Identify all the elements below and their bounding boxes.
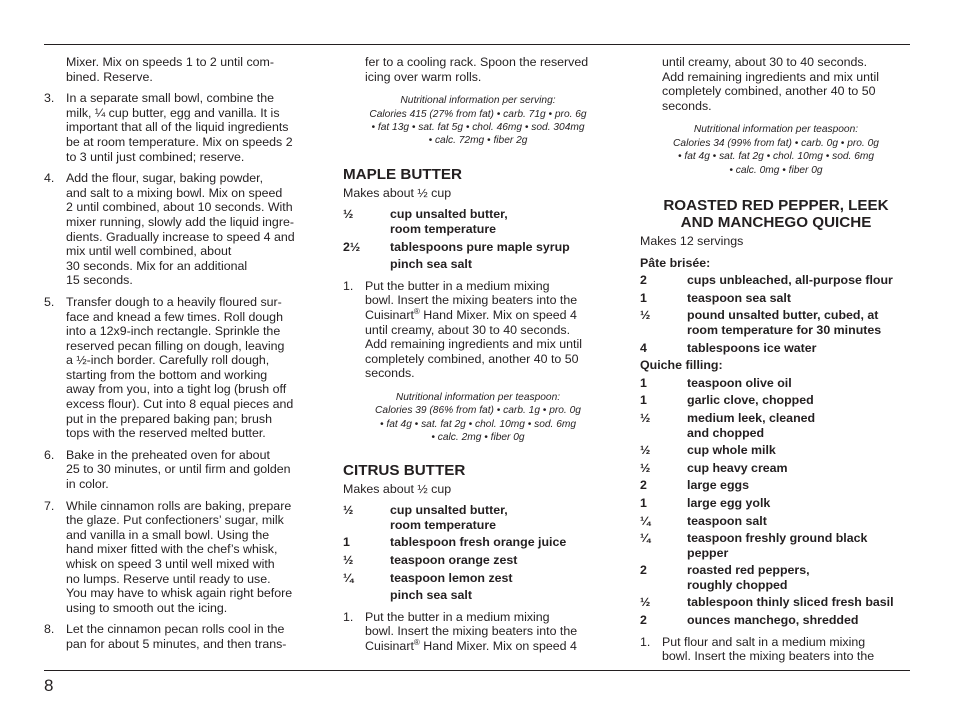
section-heading: Quiche filling: <box>640 358 723 373</box>
step-item <box>44 295 314 441</box>
step-number: 1. <box>343 278 354 293</box>
step-text-cont: Hand Mixer. Mix on speed 4 <box>419 638 577 653</box>
step-item <box>44 448 314 492</box>
step-item <box>44 171 314 288</box>
step-text: Add the flour, sugar, baking powder, and salt to a mixing bowl. Mix on speed 2 until combined, about 10 seconds. With mixer running, slowly add the liquid ingre- dients. Gradually increase to speed 4 and mix until well combined, about 30 seconds. Mix for an additional 15 seconds. <box>66 171 295 288</box>
ingredient-row <box>640 341 912 356</box>
nutrition-info: Nutritional information per teaspoon: Calories 34 (99% from fat) • carb. 0g • pro. 0g • fat 4g • sat. fat 2g • chol. 10mg • sod. 6mg • calc. 0mg • fiber 0g <box>673 124 879 176</box>
ingredient-desc: cup whole milk <box>687 443 776 458</box>
step-number: 4. <box>44 171 55 186</box>
ingredient-desc: teaspoon salt <box>687 513 767 528</box>
ingredient-qty: ½ <box>640 595 651 610</box>
ingredient-row <box>343 535 613 550</box>
step-text: In a separate small bowl, combine the milk, ¼ cup butter, egg and vanilla. It is important that all of the liquid ingredients be at room temperature. Mix on speeds 2 to 3 until just combined; reserve. <box>66 91 293 164</box>
ingredient-desc: cup unsalted butter, room temperature <box>390 207 508 236</box>
ingredient-qty: ¼ <box>640 513 651 528</box>
nutrition-info: Nutritional information per teaspoon: Calories 39 (86% from fat) • carb. 1g • pro. 0g • fat 4g • sat. fat 2g • chol. 10mg • sod. 6mg • calc. 2mg • fiber 0g <box>375 391 581 444</box>
ingredient-row <box>640 563 912 592</box>
ingredient-desc: roasted red peppers, roughly chopped <box>687 563 810 592</box>
ingredient-row <box>640 411 912 440</box>
top-rule <box>44 44 910 45</box>
ingredient-desc: teaspoon orange zest <box>390 552 518 567</box>
ingredient-row <box>640 393 912 408</box>
ingredient-desc: teaspoon olive oil <box>687 375 792 390</box>
continued-text: Mixer. Mix on speeds 1 to 2 until com- bined. Reserve. <box>66 55 274 84</box>
ingredient-qty <box>343 257 390 272</box>
ingredient-row <box>343 240 613 255</box>
ingredient-desc: cups unbleached, all-purpose flour <box>687 273 893 288</box>
ingredient-row <box>640 595 912 610</box>
page-number: 8 <box>44 676 54 695</box>
ingredient-desc: tablespoons pure maple syrup <box>390 239 570 254</box>
step-number: 5. <box>44 294 55 309</box>
ingredient-desc: tablespoon fresh orange juice <box>390 535 567 550</box>
ingredient-qty: 1 <box>640 375 647 390</box>
column-1 <box>44 55 314 659</box>
step-text: Put flour and salt in a medium mixing bowl. Insert the mixing beaters into the <box>662 634 875 664</box>
ingredient-row <box>640 376 912 391</box>
step-list <box>640 635 912 664</box>
ingredient-qty: ½ <box>343 552 354 567</box>
ingredient-qty: 2 <box>640 613 647 628</box>
registered-mark: ® <box>413 637 420 647</box>
step-text-cont: Hand Mixer. Mix on speed 4 until creamy, about 30 to 40 seconds. Add remaining ingredients and mix until completely combined, another 40 to 50 seconds. <box>365 307 582 381</box>
step-item <box>44 91 314 164</box>
column-3 <box>640 55 912 664</box>
step-number: 1. <box>640 634 651 649</box>
ingredient-desc: teaspoon lemon zest <box>390 570 513 585</box>
ingredient-qty: ½ <box>640 410 651 425</box>
step-text: Let the cinnamon pecan rolls cool in the pan for about 5 minutes, and then trans- <box>66 622 287 651</box>
ingredient-qty: 1 <box>640 495 647 510</box>
ingredient-row <box>640 308 912 337</box>
step-text: Transfer dough to a heavily floured sur- face and knead a few times. Roll dough into a 12x9-inch rectangle. Sprinkle the reserved pecan filling on dough, leaving a ½-inch border. Carefully roll dough, starting from the bottom and working away from you, into a tight log (brush off excess flour). Cut into 8 equal pieces and put in the prepared baking pan; brush tops with the reserved melted butter. <box>66 294 294 441</box>
recipe-yield: Makes about ½ cup <box>343 185 452 200</box>
ingredient-desc: medium leek, cleaned and chopped <box>687 410 816 440</box>
ingredient-qty: ½ <box>343 503 354 518</box>
ingredient-row <box>343 588 613 603</box>
step-number: 6. <box>44 447 55 462</box>
step-item <box>44 499 314 616</box>
ingredient-row <box>640 273 912 288</box>
ingredient-qty: ½ <box>343 207 354 222</box>
ingredient-desc: teaspoon sea salt <box>687 290 791 305</box>
step-item <box>343 279 613 381</box>
ingredient-qty: ½ <box>640 308 651 323</box>
nutrition-info: Nutritional information per serving: Calories 415 (27% from fat) • carb. 71g • pro. 6g • fat 13g • sat. fat 5g • chol. 46mg • sod. 304mg • calc. 72mg • fiber 2g <box>369 95 587 147</box>
ingredient-row <box>343 553 613 568</box>
ingredient-qty: 2 <box>640 273 647 288</box>
ingredient-qty: ¼ <box>640 531 651 546</box>
ingredient-row <box>640 496 912 511</box>
ingredient-qty: 4 <box>640 340 647 355</box>
ingredient-desc: garlic clove, chopped <box>687 393 814 408</box>
step-number: 7. <box>44 498 55 513</box>
ingredient-row <box>640 613 912 628</box>
section-heading: Pâte brisée: <box>640 255 711 270</box>
ingredient-desc: pound unsalted butter, cubed, at room temperature for 30 minutes <box>687 308 882 337</box>
ingredient-desc: tablespoon thinly sliced fresh basil <box>687 595 894 610</box>
ingredient-qty: 1 <box>640 290 647 305</box>
step-number: 3. <box>44 91 55 106</box>
recipe-yield: Makes 12 servings <box>640 234 744 248</box>
registered-mark: ® <box>413 306 420 316</box>
ingredient-desc: pinch sea salt <box>390 588 472 603</box>
ingredient-desc: cup heavy cream <box>687 460 788 475</box>
ingredient-desc: ounces manchego, shredded <box>687 613 859 628</box>
ingredient-desc: tablespoons ice water <box>687 340 817 355</box>
continued-text: fer to a cooling rack. Spoon the reserved icing over warm rolls. <box>365 55 589 84</box>
ingredient-row <box>640 291 912 306</box>
ingredient-desc: large egg yolk <box>687 495 771 510</box>
ingredient-desc: cup unsalted butter, room temperature <box>390 503 508 532</box>
ingredient-desc: teaspoon freshly ground black pepper <box>687 531 868 560</box>
step-item <box>640 635 912 664</box>
ingredient-qty <box>343 588 390 603</box>
recipe-title: CITRUS BUTTER <box>343 461 466 479</box>
step-number: 8. <box>44 622 55 637</box>
ingredient-desc: pinch sea salt <box>390 257 472 272</box>
step-text: Put the butter in a medium mixing bowl. Insert the mixing beaters into the Cuisinart <box>365 609 578 653</box>
step-text: Bake in the preheated oven for about 25 to 30 minutes, or until firm and golden in color. <box>66 447 291 492</box>
ingredient-desc: large eggs <box>687 478 749 493</box>
ingredient-qty: ¼ <box>343 570 354 585</box>
step-list <box>44 91 314 651</box>
bottom-rule <box>44 670 910 671</box>
ingredient-qty: 1 <box>640 393 647 408</box>
step-list <box>343 610 613 654</box>
ingredient-qty: 2 <box>640 563 647 578</box>
ingredient-qty: ½ <box>640 443 651 458</box>
ingredient-row <box>640 514 912 529</box>
recipe-yield: Makes about ½ cup <box>343 481 452 496</box>
ingredient-row <box>640 478 912 493</box>
step-item <box>44 622 314 651</box>
step-text: Put the butter in a medium mixing bowl. Insert the mixing beaters into the Cuisinart <box>365 278 578 322</box>
ingredient-row <box>343 257 613 272</box>
column-2 <box>343 55 613 654</box>
ingredient-row <box>343 571 613 586</box>
ingredient-row <box>640 461 912 476</box>
step-number: 1. <box>343 609 354 624</box>
ingredient-row <box>343 503 613 532</box>
ingredient-qty: ½ <box>640 460 651 475</box>
step-list <box>343 279 613 381</box>
continued-text: until creamy, about 30 to 40 seconds. Add remaining ingredients and mix until completely combined, another 40 to 50 seconds. <box>662 55 879 113</box>
step-text: While cinnamon rolls are baking, prepare the glaze. Put confectioners’ sugar, milk and vanilla in a small bowl. Using the hand mixer fitted with the chef’s whisk, whisk on speed 3 until well mixed with no lumps. Reserve until ready to use. You may have to whisk again right before using to smooth out the icing. <box>66 498 293 615</box>
ingredient-qty: 2 <box>640 478 647 493</box>
recipe-title: MAPLE BUTTER <box>343 165 462 183</box>
ingredient-row <box>343 207 613 236</box>
ingredient-row <box>640 531 912 560</box>
ingredient-qty: 1 <box>343 535 350 550</box>
ingredient-qty: 2½ <box>343 239 361 254</box>
ingredient-row <box>640 443 912 458</box>
recipe-title: ROASTED RED PEPPER, LEEK AND MANCHEGO QUICHE <box>663 197 889 231</box>
step-item <box>343 610 613 654</box>
